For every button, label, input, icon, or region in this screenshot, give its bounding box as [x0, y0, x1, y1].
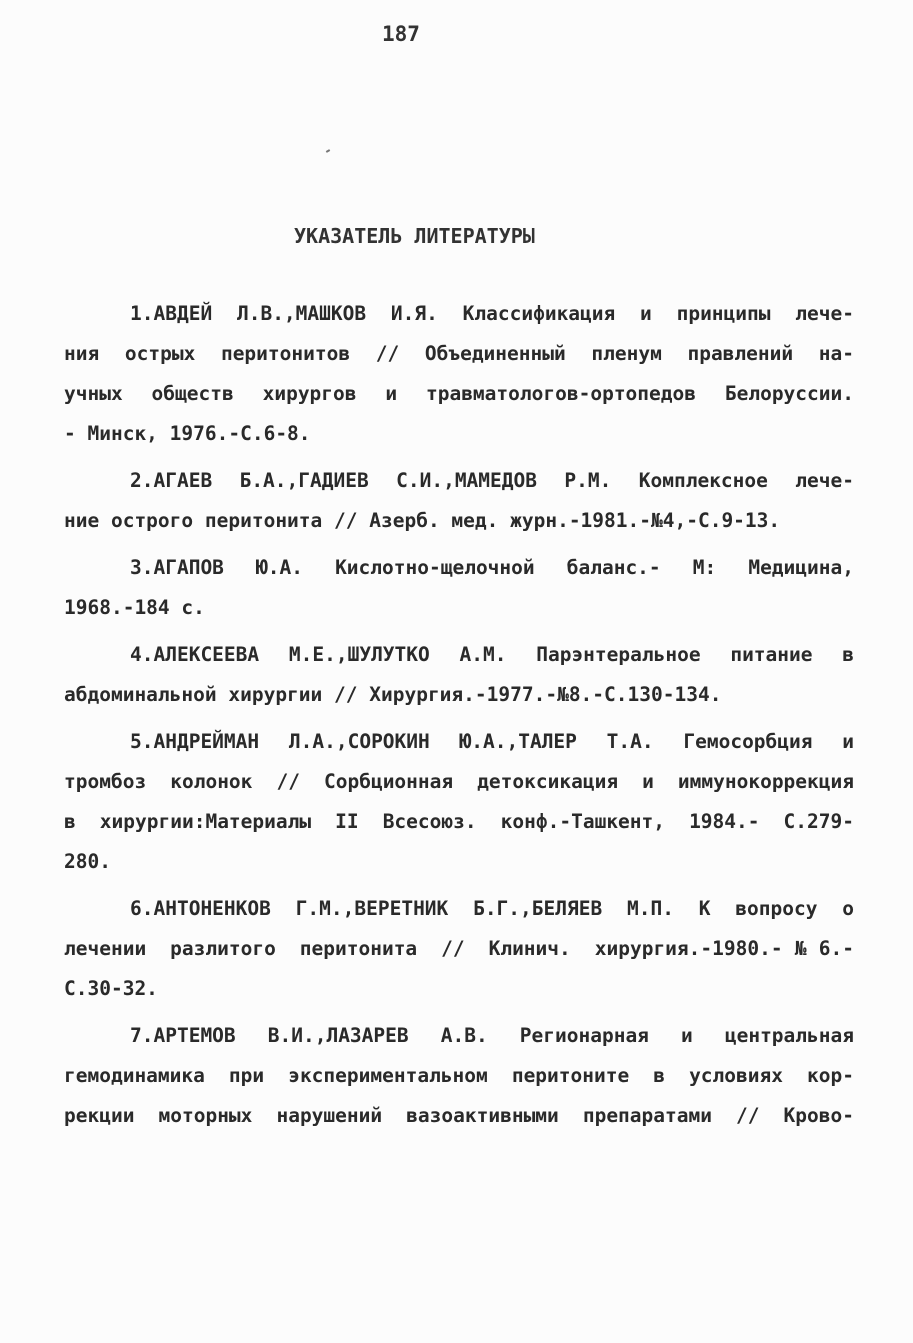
reference-entry-7	[64, 1016, 854, 1136]
reference-entry-6	[64, 889, 854, 1009]
section-heading: УКАЗАТЕЛЬ ЛИТЕРАТУРЫ	[294, 224, 535, 248]
reference-line: 2.АГАЕВ Б.А.,ГАДИЕВ С.И.,МАМЕДОВ Р.М. Комплексное лече-	[130, 469, 854, 492]
reference-line: 4.АЛЕКСЕЕВА М.Е.,ШУЛУТКО А.М. Парэнтеральное питание в	[130, 643, 854, 666]
reference-line: С.30-32.	[64, 977, 158, 1000]
reference-line: 3.АГАПОВ Ю.А. Кислотно-щелочной баланс.- М: Медицина,	[130, 556, 854, 579]
reference-line: тромбоз колонок // Сорбционная детоксикация и иммунокоррекция	[64, 770, 854, 793]
reference-line: 1968.-184 с.	[64, 596, 205, 619]
reference-line: абдоминальной хирургии // Хирургия.-1977.-№8.-С.130-134.	[64, 683, 722, 706]
reference-line: ния острых перитонитов // Объединенный пленум правлений на-	[64, 342, 854, 365]
reference-entry-4	[64, 635, 854, 715]
reference-line: 6.АНТОНЕНКОВ Г.М.,ВЕРЕТНИК Б.Г.,БЕЛЯЕВ М.П. К вопросу о	[130, 897, 854, 920]
reference-line: ние острого перитонита // Азерб. мед. журн.-1981.-№4,-С.9-13.	[64, 509, 781, 532]
reference-line: 1.АВДЕЙ Л.В.,МАШКОВ И.Я. Классификация и принципы лече-	[130, 302, 854, 325]
reference-line: - Минск, 1976.-С.6-8.	[64, 422, 311, 445]
reference-line: в хирургии:Материалы II Всесоюз. конф.-Ташкент, 1984.- С.279-	[64, 810, 854, 833]
reference-entry-5	[64, 722, 854, 882]
reference-line: 7.АРТЕМОВ В.И.,ЛАЗАРЕВ А.В. Регионарная и центральная	[130, 1024, 854, 1047]
reference-entry-3	[64, 548, 854, 628]
reference-list	[64, 294, 854, 1143]
reference-line: 5.АНДРЕЙМАН Л.А.,СОРОКИН Ю.А.,ТАЛЕР Т.А. Гемосорбция и	[130, 730, 854, 753]
reference-line: рекции моторных нарушений вазоактивными препаратами // Крово-	[64, 1104, 854, 1127]
reference-line: 280.	[64, 850, 111, 873]
reference-line: гемодинамика при экспериментальном перитоните в условиях кор-	[64, 1064, 854, 1087]
scan-mark	[326, 149, 330, 153]
reference-line: лечении разлитого перитонита // Клинич. хирургия.-1980.-№6.-	[64, 937, 854, 960]
reference-entry-2	[64, 461, 854, 541]
page-number: 187	[382, 22, 420, 46]
reference-entry-1	[64, 294, 854, 454]
reference-line: учных обществ хирургов и травматологов-ортопедов Белоруссии.	[64, 382, 854, 405]
